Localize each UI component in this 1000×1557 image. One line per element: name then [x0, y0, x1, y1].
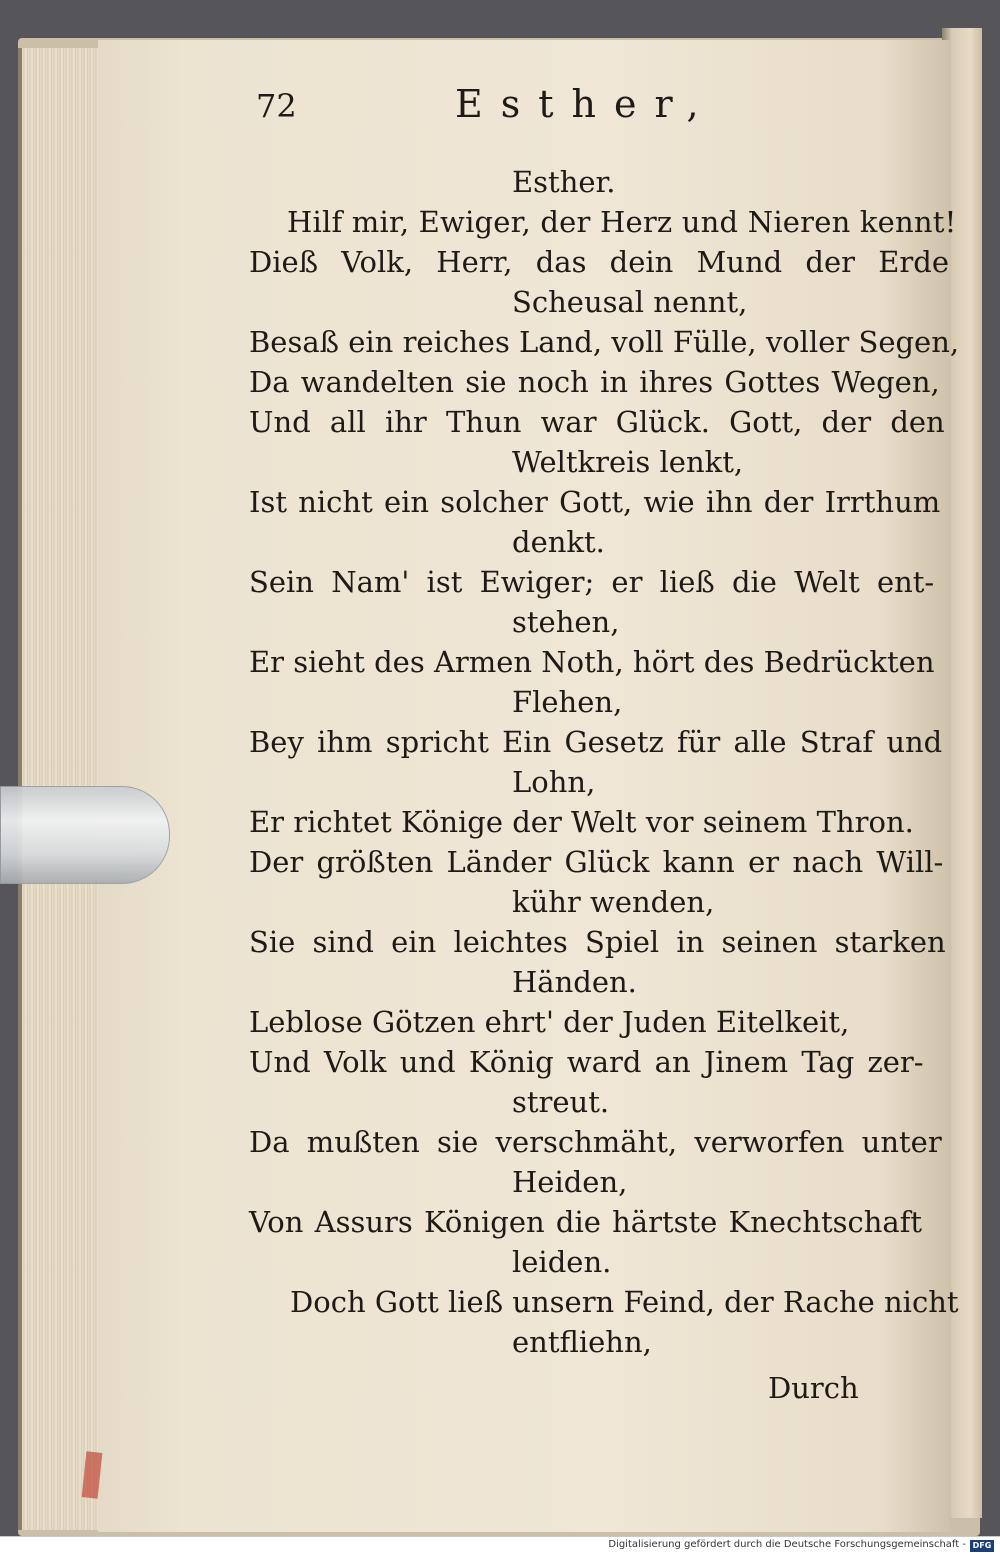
verse-line: Sie sind ein leichtes Spiel in seinen starken	[249, 925, 946, 959]
verse-line: Leblose Götzen ehrt' der Juden Eitelkeit,	[249, 1005, 850, 1039]
verse-line: Der größten Länder Glück kann er nach Will-	[249, 845, 944, 879]
verse-line: Hilf mir, Ewiger, der Herz und Nieren kennt!	[287, 205, 957, 239]
verse-line: Er richtet Könige der Welt vor seinem Thron.	[249, 805, 914, 839]
funding-credit: Digitalisierung gefördert durch die Deutsche Forschungsgemeinschaft -	[608, 1539, 966, 1550]
verse-line: Von Assurs Königen die härtste Knechtschaft	[249, 1205, 923, 1239]
verse-line: Lohn,	[512, 765, 596, 799]
verse-line: Und all ihr Thun war Glück. Gott, der den	[249, 405, 945, 439]
verse-line: leiden.	[512, 1245, 612, 1279]
verse-line: Flehen,	[512, 685, 623, 719]
verse-line: Da mußten sie verschmäht, verworfen unter	[249, 1125, 942, 1159]
verse-line: stehen,	[512, 605, 620, 639]
verse-line: Da wandelten sie noch in ihres Gottes Wegen,	[249, 365, 940, 399]
verse-line: Weltkreis lenkt,	[512, 445, 744, 479]
dfg-logo: DFG	[970, 1540, 994, 1552]
page-number: 72	[256, 87, 297, 125]
verse-line: Scheusal nennt,	[512, 285, 748, 319]
catchword: Durch	[768, 1371, 859, 1405]
speaker-name: Esther.	[512, 165, 616, 199]
verse-line: entfliehn,	[512, 1325, 652, 1359]
verse-line: denkt.	[512, 525, 605, 559]
verse-line: Dieß Volk, Herr, das dein Mund der Erde	[249, 245, 949, 279]
running-head: Esther,	[455, 82, 717, 126]
verse-line: kühr wenden,	[512, 885, 715, 919]
verse-line: Ist nicht ein solcher Gott, wie ihn der Irrthum	[249, 485, 941, 519]
verse-line: Besaß ein reiches Land, voll Fülle, voller Segen,	[249, 325, 960, 359]
verse-line: Doch Gott ließ unsern Feind, der Rache nicht	[290, 1285, 959, 1319]
footer-bar	[0, 1536, 1000, 1557]
verse-line: Er sieht des Armen Noth, hört des Bedrückten	[249, 645, 935, 679]
verse-line: streut.	[512, 1085, 610, 1119]
glass-page-holder	[0, 786, 170, 884]
verse-line: Händen.	[512, 965, 637, 999]
verse-line: Heiden,	[512, 1165, 628, 1199]
verse-line: Und Volk und König ward an Jinem Tag zer-	[249, 1045, 924, 1079]
verse-line: Sein Nam' ist Ewiger; er ließ die Welt ent-	[249, 565, 935, 599]
verse-line: Bey ihm spricht Ein Gesetz für alle Straf und	[249, 725, 943, 759]
